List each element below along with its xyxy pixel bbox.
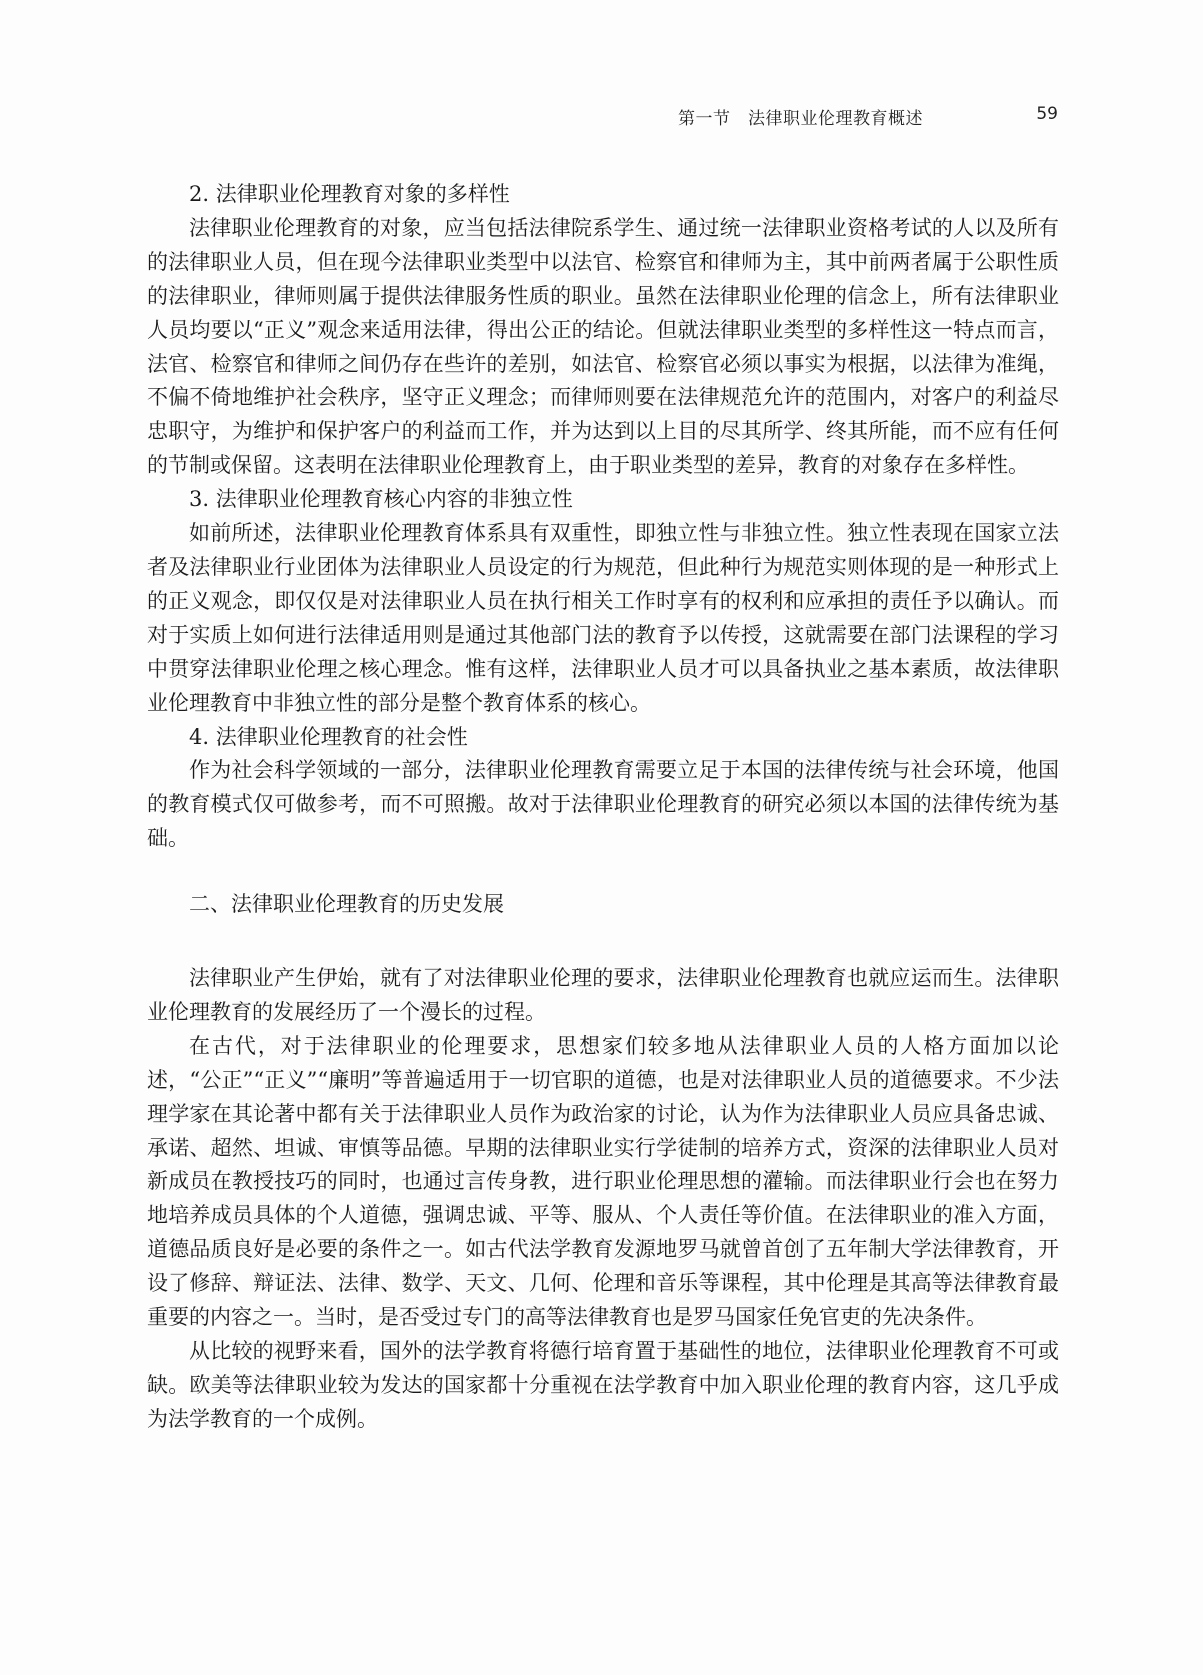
paragraph: 在古代，对于法律职业的伦理要求，思想家们较多地从法律职业人员的人格方面加以论述，“公正”“正义”“廉明”等普遍适用于一切官职的道德，也是对法律职业人员的道德要求。不少法理学家在其论著中都有关于法律职业人员作为政治家的讨论，认为作为法律职业人员应具备忠诚、承诺、超然、坦诚、审慎等品德。早期的法律职业实行学徒制的培养方式，资深的法律职业人员对新成员在教授技巧的同时，也通过言传身教，进行职业伦理思想的灌输。而法律职业行会也在努力地培养成员具体的个人道德，强调忠诚、平等、服从、个人责任等价值。在法律职业的准入方面，道德品质良好是必要的条件之一。如古代法学教育发源地罗马就曾首创了五年制大学法律教育，开设了修辞、辩证法、法律、数学、天文、几何、伦理和音乐等课程，其中伦理是其高等法律教育最重要的内容之一。当时，是否受过专门的高等法律教育也是罗马国家任免官吏的先决条件。 xyxy=(147,1033,1059,1330)
paragraph: 如前所述，法律职业伦理教育体系具有双重性，即独立性与非独立性。独立性表现在国家立法者及法律职业行业团体为法律职业人员设定的行为规范，但此种行为规范实则体现的是一种形式上的正义观念，即仅仅是对法律职业人员在执行相关工作时享有的权利和应承担的责任予以确认。而对于实质上如何进行法律适用则是通过其他部门法的教育予以传授，这就需要在部门法课程的学习中贯穿法律职业伦理之核心理念。惟有这样，法律职业人员才可以具备执业之基本素质，故法律职业伦理教育中非独立性的部分是整个教育体系的核心。 xyxy=(147,521,1059,715)
body-text xyxy=(147,178,1059,1437)
subsection-heading-4: 4. 法律职业伦理教育的社会性 xyxy=(189,724,468,749)
running-header-section: 第一节 法律职业伦理教育概述 xyxy=(678,109,923,129)
paragraph: 法律职业产生伊始，就有了对法律职业伦理的要求，法律职业伦理教育也就应运而生。法律职业伦理教育的发展经历了一个漫长的过程。 xyxy=(147,966,1059,1024)
running-header xyxy=(145,104,1058,132)
subsection-heading-3: 3. 法律职业伦理教育核心内容的非独立性 xyxy=(189,487,573,512)
paragraph: 法律职业伦理教育的对象，应当包括法律院系学生、通过统一法律职业资格考试的人以及所有的法律职业人员，但在现今法律职业类型中以法官、检察官和律师为主，其中前两者属于公职性质的法律职业，律师则属于提供法律服务性质的职业。虽然在法律职业伦理的信念上，所有法律职业人员均要以“正义”观念来适用法律，得出公正的结论。但就法律职业类型的多样性这一特点而言，法官、检察官和律师之间仍存在些许的差别，如法官、检察官必须以事实为根据，以法律为准绳，不偏不倚地维护社会秩序，坚守正义理念；而律师则要在法律规范允许的范围内，对客户的利益尽忠职守，为维护和保护客户的利益而工作，并为达到以上目的尽其所学、终其所能，而不应有任何的节制或保留。这表明在法律职业伦理教育上，由于职业类型的差异，教育的对象存在多样性。 xyxy=(147,215,1059,478)
page-number: 59 xyxy=(1036,104,1058,124)
subsection-heading-2: 2. 法律职业伦理教育对象的多样性 xyxy=(189,182,510,206)
paragraph: 作为社会科学领域的一部分，法律职业伦理教育需要立足于本国的法律传统与社会环境，他国的教育模式仅可做参考，而不可照搬。故对于法律职业伦理教育的研究必须以本国的法律传统为基础。 xyxy=(147,758,1059,851)
section-heading: 二、法律职业伦理教育的历史发展 xyxy=(189,892,504,917)
paragraph: 从比较的视野来看，国外的法学教育将德行培育置于基础性的地位，法律职业伦理教育不可或缺。欧美等法律职业较为发达的国家都十分重视在法学教育中加入职业伦理的教育内容，这几乎成为法学教育的一个成例。 xyxy=(147,1339,1059,1431)
